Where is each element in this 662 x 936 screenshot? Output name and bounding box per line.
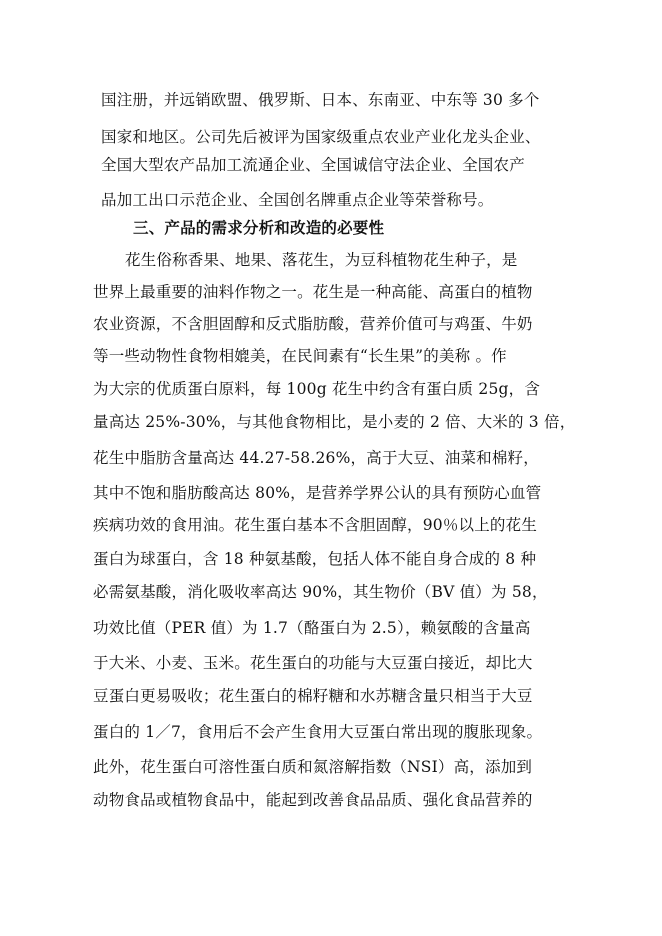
- text-line: 于大米、小麦、玉米。花生蛋白的功能与大豆蛋白接近，却比大: [93, 654, 533, 672]
- text-line: 功效比值（PER 值）为 1.7（酪蛋白为 2.5），赖氨酸的含量高: [93, 619, 531, 637]
- text-line: 等一些动物性食物相媲美，在民间素有“长生果”的美称 。作: [93, 347, 507, 365]
- text-line: 此外，花生蛋白可溶性蛋白质和氮溶解指数（NSI）高，添加到: [93, 758, 533, 776]
- text-line: 疾病功效的食用油。花生蛋白基本不含胆固醇，90％以上的花生: [93, 516, 538, 534]
- text-line: 其中不饱和脂肪酸高达 80%，是营养学界公认的具有预防心血管: [93, 484, 542, 502]
- text-line: 品加工出口示范企业、全国创名牌重点企业等荣誉称号。: [101, 191, 494, 209]
- text-line: 为大宗的优质蛋白原料，每 100g 花生中约含有蛋白质 25g，含: [93, 380, 541, 398]
- text-line: 花生中脂肪含量高达 44.27-58.26%，高于大豆、油菜和棉籽，: [93, 449, 539, 467]
- section-heading: 三、产品的需求分析和改造的必要性: [133, 218, 385, 237]
- text-line: 量高达 25%-30%，与其他食物相比，是小麦的 2 倍、大米的 3 倍，: [93, 413, 576, 431]
- text-line: 必需氨基酸，消化吸收率高达 90%，其生物价（BV 值）为 58，: [93, 583, 548, 601]
- text-line: 全国大型农产品加工流通企业、全国诚信守法企业、全国农产: [101, 156, 525, 174]
- text-line: 世界上最重要的油料作物之一。花生是一种高能、高蛋白的植物: [93, 283, 533, 301]
- text-line: 花生俗称香果、地果、落花生，为豆科植物花生种子，是: [125, 251, 518, 269]
- text-line: 蛋白的 1／7，食用后不会产生食用大豆蛋白常出现的腹胀现象。: [93, 723, 543, 741]
- text-line: 动物食品或植物食品中，能起到改善食品品质、强化食品营养的: [93, 791, 533, 809]
- text-line: 蛋白为球蛋白，含 18 种氨基酸，包括人体不能自身合成的 8 种: [93, 550, 537, 568]
- text-line: 国注册，并远销欧盟、俄罗斯、日本、东南亚、中东等 30 多个: [101, 91, 540, 109]
- text-line: 国家和地区。公司先后被评为国家级重点农业产业化龙头企业、: [101, 128, 541, 146]
- text-line: 农业资源，不含胆固醇和反式脂肪酸，营养价值可与鸡蛋、牛奶: [93, 315, 533, 333]
- text-line: 豆蛋白更易吸收；花生蛋白的棉籽糖和水苏糖含量只相当于大豆: [93, 687, 533, 705]
